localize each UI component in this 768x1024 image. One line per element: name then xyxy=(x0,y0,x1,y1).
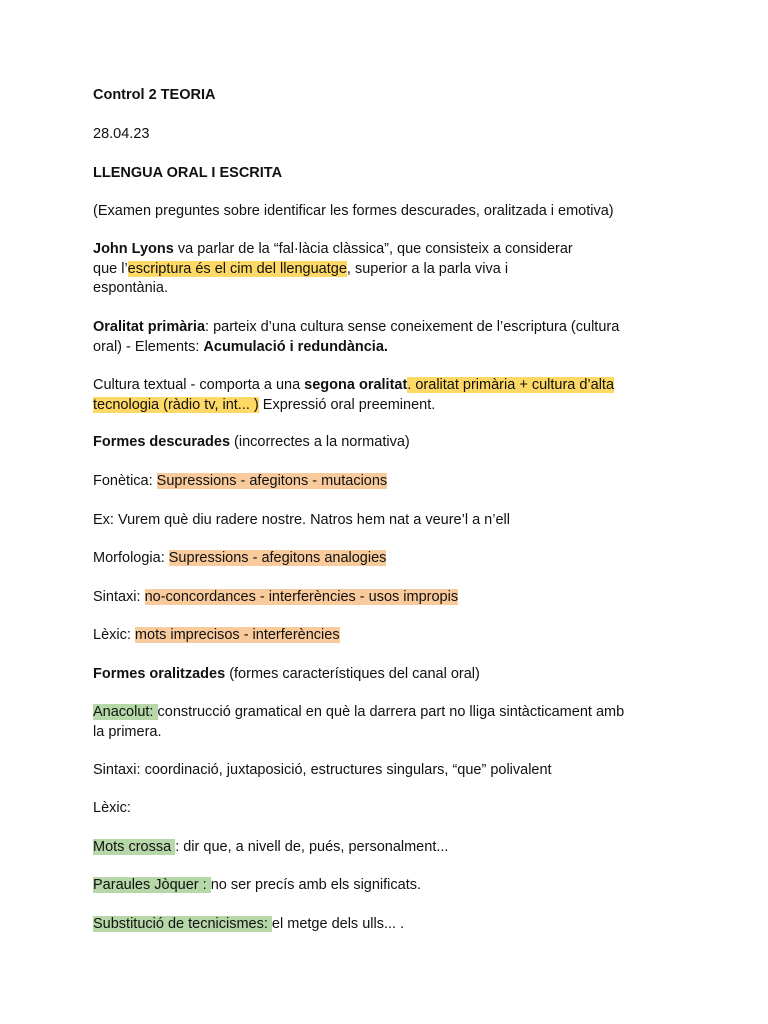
lyons-line-3: espontània. xyxy=(93,280,168,296)
mots-crossa-text: : dir que, a nivell de, pués, personalment... xyxy=(175,839,449,855)
lexic-label: Lèxic: xyxy=(93,627,135,643)
cultura-highlight-2: tecnologia (ràdio tv, int... ) xyxy=(93,396,259,413)
anacolut-text-1: construcció gramatical en què la darrera part no lliga sintàcticament amb xyxy=(157,704,625,720)
mots-crossa-highlight: Mots crossa xyxy=(93,839,176,855)
lyons-name: John Lyons xyxy=(93,241,174,257)
fonetica-label: Fonètica: xyxy=(93,473,157,489)
lexic-highlight: mots imprecisos - interferències xyxy=(134,627,340,643)
cultura-line-1 xyxy=(93,376,673,396)
oralitat-line-2 xyxy=(93,338,673,358)
oralitzades-rest: (formes característiques del canal oral) xyxy=(225,666,480,682)
mots-crossa-line xyxy=(93,838,673,858)
paraules-joquer-highlight: Paraules Jòquer : xyxy=(93,877,211,893)
lyons-line-2 xyxy=(93,260,673,280)
lyons-text-2-post: , superior a la parla viva i xyxy=(346,260,509,277)
substitucio-line xyxy=(93,915,673,935)
sintaxi-oralitzades-line: Sintaxi: coordinació, juxtaposició, estructures singulars, “que” polivalent xyxy=(93,762,552,778)
cultura-text-2: Expressió oral preeminent. xyxy=(258,396,436,413)
oralitat-text-1: : parteix d’una cultura sense coneixement de l’escriptura (cultura xyxy=(205,319,620,335)
anacolut-line-2: la primera. xyxy=(93,723,162,740)
example-line: Ex: Vurem què diu radere nostre. Natros hem nat a veure’l a n’ell xyxy=(93,512,510,528)
doc-date: 28.04.23 xyxy=(93,126,150,142)
doc-title: Control 2 TEORIA xyxy=(93,87,216,103)
substitucio-text: el metge dels ulls... . xyxy=(271,916,405,932)
fonetica-highlight: Supressions - afegitons - mutacions xyxy=(156,473,388,489)
anacolut-line-1 xyxy=(93,703,673,723)
segona-oralitat: segona oralitat xyxy=(304,377,408,393)
descurades-term: Formes descurades xyxy=(93,434,231,450)
oralitat-term: Oralitat primària xyxy=(93,319,206,335)
anacolut-paragraph xyxy=(93,703,673,742)
paraules-joquer-text: no ser precís amb els significats. xyxy=(210,877,422,893)
oralitat-text-2: oral) - Elements: xyxy=(93,338,204,355)
oralitzades-heading xyxy=(93,665,673,685)
cultura-text-1: Cultura textual - comporta a una xyxy=(93,377,305,393)
exam-note: (Examen preguntes sobre identificar les formes descurades, oralitzada i emotiva) xyxy=(93,203,614,219)
lyons-highlight: escriptura és el cim del llenguatge xyxy=(127,260,347,277)
substitucio-highlight: Substitució de tecnicismes: xyxy=(93,916,272,932)
lexic-oralitzades-line: Lèxic: xyxy=(93,800,131,816)
morfologia-highlight: Supressions - afegitons analogies xyxy=(168,550,387,566)
anacolut-highlight: Anacolut: xyxy=(93,704,158,720)
sintaxi-label: Sintaxi: xyxy=(93,589,145,605)
paraules-joquer-line xyxy=(93,876,673,896)
lyons-text-2-pre: que l’ xyxy=(93,260,128,277)
oralitat-paragraph xyxy=(93,318,673,357)
morfologia-line xyxy=(93,549,673,569)
lyons-text-1: va parlar de la “fal·làcia clàssica”, que consisteix a considerar xyxy=(173,241,573,257)
cultura-paragraph xyxy=(93,376,673,415)
cultura-highlight-1: . oralitat primària + cultura d’alta xyxy=(407,377,615,393)
fonetica-line xyxy=(93,472,673,492)
sintaxi-highlight: no-concordances - interferències - usos impropis xyxy=(144,589,459,605)
oralitzades-term: Formes oralitzades xyxy=(93,666,226,682)
section-heading: LLENGUA ORAL I ESCRITA xyxy=(93,165,283,181)
sintaxi-descurades-line xyxy=(93,588,673,608)
lexic-descurades-line xyxy=(93,626,673,646)
cultura-line-2 xyxy=(93,396,673,416)
lyons-paragraph xyxy=(93,240,673,299)
morfologia-label: Morfologia: xyxy=(93,550,169,566)
oralitat-line-1 xyxy=(93,318,673,338)
oralitat-elements: Acumulació i redundància. xyxy=(203,338,388,355)
lyons-line-1 xyxy=(93,240,673,260)
descurades-rest: (incorrectes a la normativa) xyxy=(230,434,410,450)
descurades-heading xyxy=(93,433,673,453)
